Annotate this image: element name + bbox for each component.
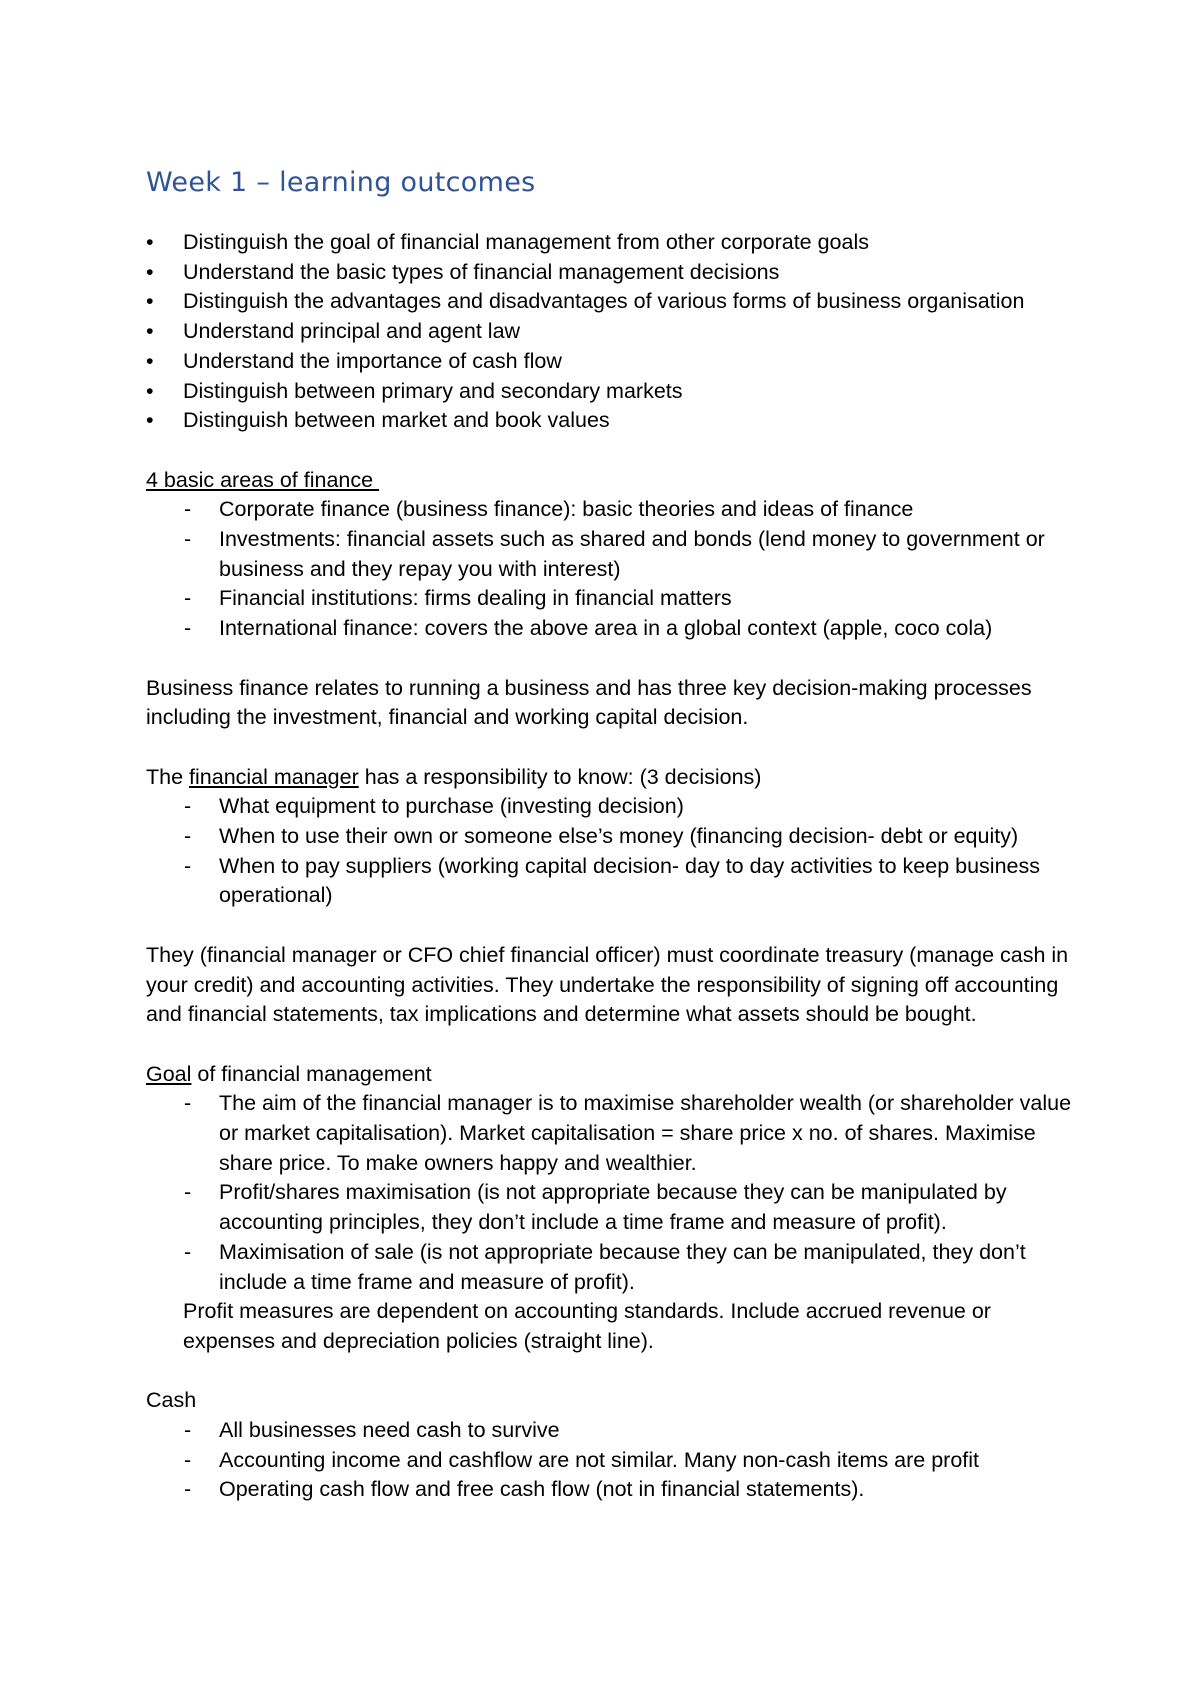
list-item-text: What equipment to purchase (investing decision)	[219, 794, 684, 819]
list-item-text: Distinguish between primary and secondary markets	[183, 378, 683, 403]
list-item-text: International finance: covers the above area in a global context (apple, coco cola)	[219, 616, 993, 641]
bullet-icon: •	[146, 408, 154, 433]
cash-heading: Cash	[146, 1388, 197, 1413]
dash-icon: -	[184, 616, 192, 641]
dash-icon: -	[184, 527, 192, 552]
spacer	[146, 1357, 1086, 1387]
list-item-text: Operating cash flow and free cash flow (not in financial statements).	[219, 1477, 865, 1502]
dash-icon: -	[184, 1447, 192, 1472]
financial-manager-term: financial manager	[189, 764, 359, 789]
cfo-paragraph: They (financial manager or CFO chief financial officer) must coordinate treasury (manage cash in your credit) and accounting activities. They undertake the responsibility of signing off accounting and financial statements, tax implications and determine what assets should be bought.	[146, 942, 1069, 1027]
list-item-text: Financial institutions: firms dealing in financial matters	[219, 586, 732, 611]
areas-heading: 4 basic areas of finance	[146, 467, 380, 492]
list-item-text: When to pay suppliers (working capital decision- day to day activities to keep business operational)	[219, 853, 1040, 908]
bullet-icon: •	[146, 230, 154, 254]
document-body	[146, 166, 1086, 1505]
list-item-text: The aim of the financial manager is to maximise shareholder wealth (or shareholder value or market capitalisation). Market capitalisation = share price x no. of shares. Maximise share price. To make owners happy and wealthier.	[219, 1091, 1072, 1175]
bullet-icon: •	[146, 348, 154, 373]
list-item-text: Understand the basic types of financial management decisions	[183, 259, 780, 284]
list-item-text: All businesses need cash to survive	[219, 1418, 560, 1443]
list-item	[146, 1446, 1086, 1476]
list-item	[146, 525, 1086, 584]
list-item	[146, 1416, 1086, 1446]
dash-icon: -	[184, 1477, 192, 1502]
business-finance-paragraph: Business finance relates to running a business and has three key decision-making processes including the investment, financial and working capital decision.	[146, 675, 1032, 730]
cash-list	[146, 1416, 1086, 1505]
dash-icon: -	[184, 794, 192, 819]
list-item	[146, 228, 1086, 258]
dash-icon: -	[184, 1180, 192, 1205]
spacer	[146, 436, 1086, 466]
profit-measures-note: Profit measures are dependent on accounting standards. Include accrued revenue or expenses and depreciation policies (straight line).	[183, 1299, 991, 1353]
list-item	[146, 1238, 1086, 1297]
dash-icon: -	[184, 824, 192, 849]
list-item	[146, 406, 1086, 436]
goal-heading	[146, 1060, 1086, 1090]
dash-icon: -	[184, 1239, 192, 1264]
spacer	[146, 1030, 1086, 1060]
list-item-text: Distinguish the goal of financial management from other corporate goals	[183, 230, 869, 254]
manager-decisions-list	[146, 792, 1086, 911]
spacer	[146, 733, 1086, 763]
list-item-text: Distinguish between market and book values	[183, 408, 610, 433]
learning-outcomes-list	[146, 228, 1086, 436]
list-item	[146, 377, 1086, 407]
list-item	[146, 258, 1086, 288]
bullet-icon: •	[146, 319, 154, 344]
list-item-text: Maximisation of sale (is not appropriate because they can be manipulated, they don’t include a time frame and measure of profit).	[219, 1239, 1026, 1294]
list-item-text: Accounting income and cashflow are not similar. Many non-cash items are profit	[219, 1447, 980, 1472]
list-item	[146, 1475, 1086, 1505]
list-item	[146, 1178, 1086, 1237]
list-item	[146, 1089, 1086, 1178]
goal-term: Goal	[146, 1061, 192, 1086]
list-item	[146, 852, 1086, 911]
bullet-icon: •	[146, 289, 154, 314]
spacer	[146, 644, 1086, 674]
manager-intro-pre: The	[146, 764, 190, 789]
manager-intro-post: has a responsibility to know: (3 decisions)	[358, 764, 762, 789]
dash-icon: -	[184, 1091, 192, 1116]
list-item	[146, 317, 1086, 347]
dash-icon: -	[184, 497, 192, 522]
list-item-text: Understand the importance of cash flow	[183, 348, 562, 373]
list-item	[146, 287, 1086, 317]
list-item	[146, 822, 1086, 852]
list-item-text: Corporate finance (business finance): basic theories and ideas of finance	[219, 497, 914, 522]
list-item	[146, 495, 1086, 525]
list-item	[146, 584, 1086, 614]
goal-heading-rest: of financial management	[191, 1061, 432, 1086]
list-item-text: Investments: financial assets such as shared and bonds (lend money to government or business and they repay you with interest)	[219, 527, 1045, 581]
dash-icon: -	[184, 853, 192, 878]
bullet-icon: •	[146, 378, 154, 403]
dash-icon: -	[184, 1418, 192, 1443]
list-item-text: Profit/shares maximisation (is not appropriate because they can be manipulated by accounting principles, they don’t include a time frame and measure of profit).	[219, 1180, 1007, 1235]
list-item-text: Understand principal and agent law	[183, 319, 521, 344]
bullet-icon: •	[146, 259, 154, 284]
spacer	[146, 911, 1086, 941]
areas-list	[146, 495, 1086, 644]
goal-list	[146, 1089, 1086, 1297]
page-title: Week 1 – learning outcomes	[146, 167, 536, 198]
list-item-text: Distinguish the advantages and disadvantages of various forms of business organisation	[183, 289, 1025, 314]
list-item	[146, 792, 1086, 822]
dash-icon: -	[184, 586, 192, 611]
manager-intro	[146, 763, 1086, 793]
list-item	[146, 347, 1086, 377]
list-item-text: When to use their own or someone else’s money (financing decision- debt or equity)	[219, 824, 1019, 849]
list-item	[146, 614, 1086, 644]
